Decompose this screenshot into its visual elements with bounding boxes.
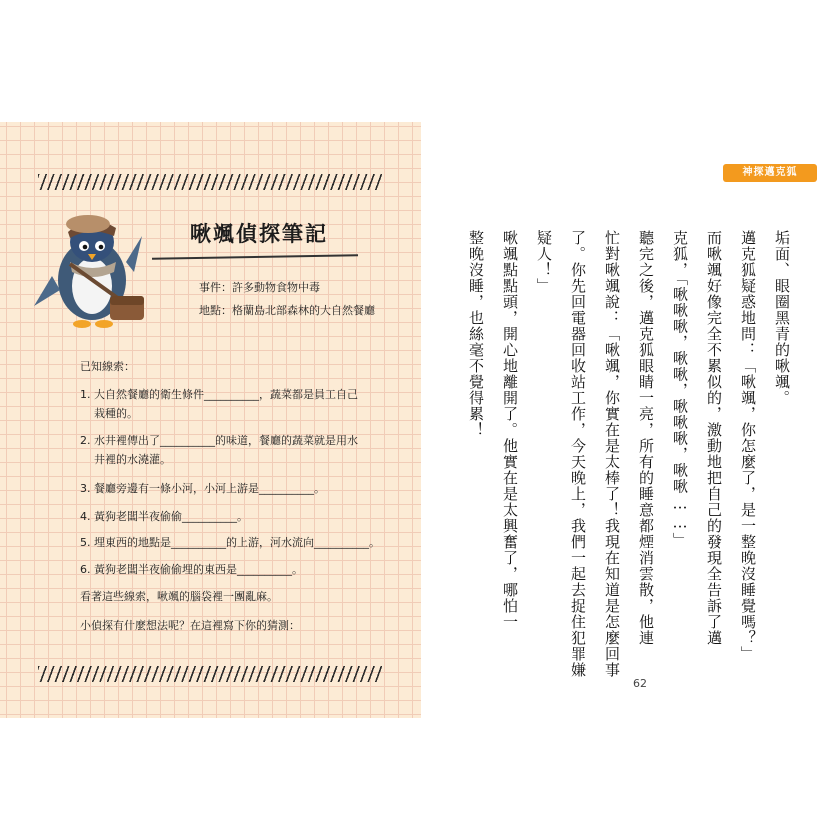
text-column: 啾颯點點頭，開心地離開了。他實在是太興奮了，哪怕一: [501, 230, 519, 630]
clue-2: 2. 水井裡傳出了__________的味道，餐廳的蔬菜就是用水: [80, 434, 358, 447]
text-column: 而啾颯好像完全不累似的，激動地把自己的發現全告訴了邁: [705, 230, 723, 646]
clue-2-cont: 井裡的水澆灌。: [80, 453, 171, 466]
penguin-detective-illustration: [30, 202, 160, 332]
text-column: 整晚沒睡，也絲毫不覺得累！: [467, 230, 485, 438]
text-column: 克狐，「啾啾啾，啾啾，啾啾啾，啾啾……」: [671, 230, 689, 549]
detective-notebook-page: [0, 122, 421, 718]
text-column: 忙對啾颯說：「啾颯，你實在是太棒了！我現在知道是怎麼回事: [603, 230, 621, 678]
page-number: 62: [633, 677, 647, 690]
clue-6: 6. 黃狗老闆半夜偷偷埋的東西是__________。: [80, 563, 303, 576]
text-column: 垢面、眼圈黑青的啾颯。: [773, 230, 791, 406]
title-underline: [152, 254, 358, 259]
notebook-title: 啾颯偵探筆記: [190, 222, 328, 246]
text-column: 聽完之後，邁克狐眼睛一亮，所有的睡意都煙消雲散，他連: [637, 230, 655, 646]
reflection-line: 看著這些線索，啾颯的腦袋裡一團亂麻。: [80, 590, 278, 603]
event-line: 事件：許多動物食物中毒: [199, 281, 320, 294]
clue-1: 1. 大自然餐廳的衛生條件__________，蔬菜都是員工自己: [80, 388, 358, 401]
text-column: 邁克狐疑惑地問：「啾颯，你怎麼了，是一整晚沒睡覺嗎？」: [739, 230, 757, 662]
clue-4: 4. 黃狗老闆半夜偷偷__________。: [80, 510, 248, 523]
hatch-divider-bottom: [38, 666, 382, 682]
clue-5: 5. 埋東西的地點是__________的上游，河水流向__________。: [80, 536, 380, 549]
story-page: [421, 122, 840, 718]
clue-1-cont: 栽種的。: [80, 407, 138, 420]
clue-3: 3. 餐廳旁邊有一條小河，小河上游是__________。: [80, 482, 325, 495]
text-column: 了。你先回電器回收站工作，今天晚上，我們一起去捉住犯罪嫌: [569, 230, 587, 678]
known-clues-label: 已知線索：: [80, 360, 135, 373]
text-column: 疑人！」: [535, 230, 553, 294]
hatch-divider-top: [38, 174, 382, 190]
series-tag: 神探邁克狐: [723, 164, 817, 182]
location-line: 地點：格蘭島北部森林的大自然餐廳: [199, 304, 375, 317]
guess-prompt: 小偵探有什麼想法呢？在這裡寫下你的猜測：: [80, 619, 300, 632]
